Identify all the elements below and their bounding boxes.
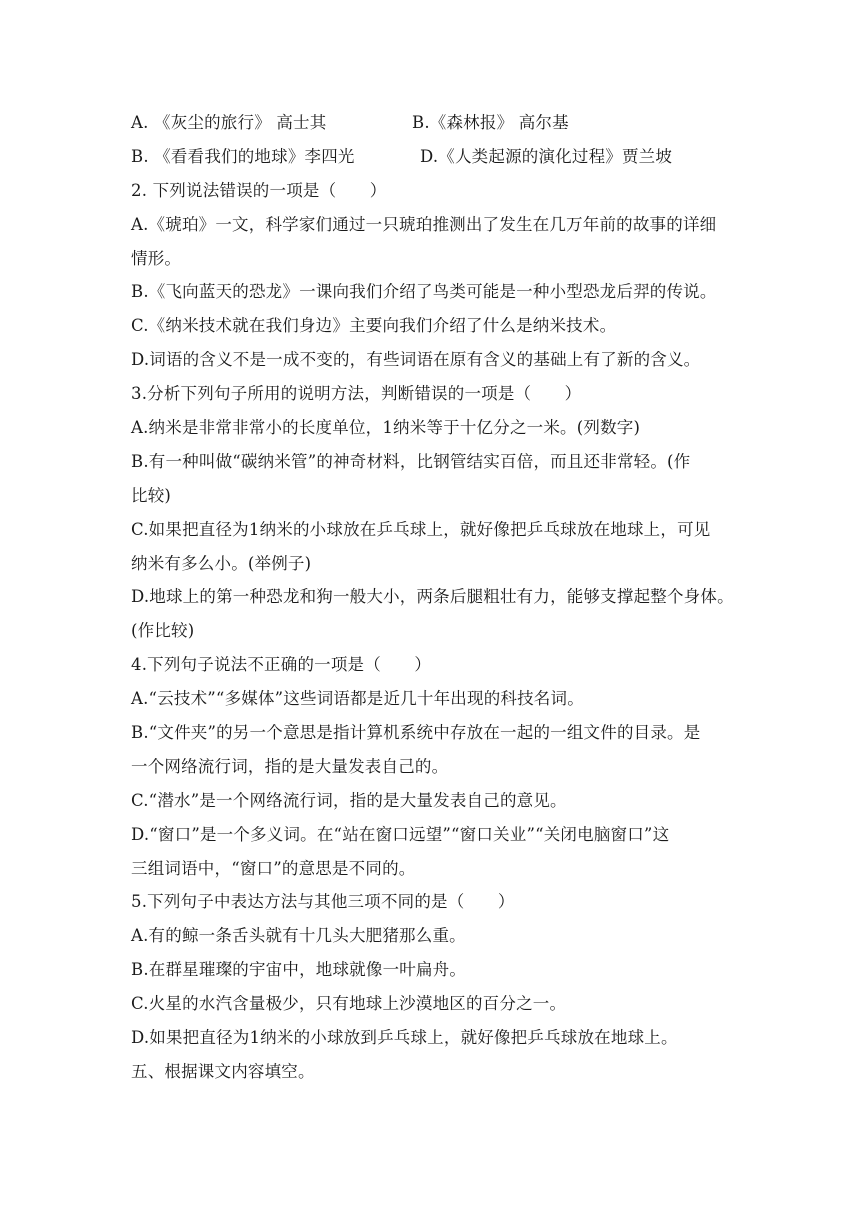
question-5-option-c: C.火星的水汽含量极少，只有地球上沙漠地区的百分之一。 [131, 994, 567, 1014]
question-3-stem: 3.分析下列句子所用的说明方法，判断错误的一项是（ ） [131, 384, 582, 404]
question-4-option-d-continued: 三组词语中，“窗口”的意思是不同的。 [131, 858, 416, 878]
question-3-option-d: D.地球上的第一种恐龙和狗一般大小，两条后腿粗壮有力，能够支撑起整个身体。 [131, 587, 734, 607]
question-2-option-b: B.《飞向蓝天的恐龙》一课向我们介绍了鸟类可能是一种小型恐龙后羿的传说。 [131, 282, 717, 302]
question-4-option-d: D.“窗口”是一个多义词。在“站在窗口远望”“窗口关业”“关闭电脑窗口”这 [131, 824, 670, 844]
question-5-option-a: A.有的鲸一条舌头就有十几头大肥猪那么重。 [131, 926, 466, 946]
question-3-option-b-continued: 比较) [131, 485, 172, 505]
question-4-option-c: C.“潜水”是一个网络流行词，指的是大量发表自己的意见。 [131, 790, 567, 810]
author-options-row-2 [131, 140, 737, 174]
option-b-text: B. 《看看我们的地球》李四光 [131, 146, 355, 166]
question-5-option-b: B.在群星璀璨的宇宙中，地球就像一叶扁舟。 [131, 960, 467, 980]
question-2-stem: 2. 下列说法错误的一项是（ ） [131, 180, 387, 200]
question-3-option-d-continued: (作比较) [131, 621, 195, 641]
document-body [131, 106, 737, 1089]
question-3-option-c-continued: 纳米有多么小。(举例子) [131, 553, 312, 573]
author-options-row-1 [131, 106, 737, 140]
question-4-option-b-continued: 一个网络流行词，指的是大量发表自己的。 [131, 756, 449, 776]
question-4-option-a: A.“云技术”“多媒体”这些词语都是近几十年出现的科技名词。 [131, 689, 584, 709]
question-5-option-d: D.如果把直径为1纳米的小球放到乒乓球上，就好像把乒乓球放在地球上。 [131, 1028, 678, 1048]
option-d-text: D.《人类起源的演化过程》贾兰坡 [420, 146, 673, 166]
question-3-option-b: B.有一种叫做“碳纳米管”的神奇材料，比钢管结实百倍，而且还非常轻。(作 [131, 451, 691, 471]
question-2-option-d: D.词语的含义不是一成不变的，有些词语在原有含义的基础上有了新的含义。 [131, 350, 701, 370]
question-2-option-a-continued: 情形。 [131, 248, 182, 268]
question-4-stem: 4.下列句子说法不正确的一项是（ ） [131, 655, 432, 675]
option-b-text: B.《森林报》 高尔基 [412, 113, 569, 132]
question-3-option-c: C.如果把直径为1纳米的小球放在乒乓球上，就好像把乒乓球放在地球上，可见 [131, 519, 711, 539]
question-5-stem: 5.下列句子中表达方法与其他三项不同的是（ ） [131, 892, 515, 912]
question-4-option-b: B.“文件夹”的另一个意思是指计算机系统中存放在一起的一组文件的目录。是 [131, 723, 701, 743]
option-a-text: A. 《灰尘的旅行》 高士其 [131, 113, 327, 132]
question-2-option-c: C.《纳米技术就在我们身边》主要向我们介绍了什么是纳米技术。 [131, 316, 617, 336]
question-3-option-a: A.纳米是非常非常小的长度单位，1纳米等于十亿分之一米。(列数字) [131, 418, 641, 438]
question-2-option-a: A.《琥珀》一文，科学家们通过一只琥珀推测出了发生在几万年前的故事的详细 [131, 214, 717, 234]
section-5-heading: 五、根据课文内容填空。 [131, 1061, 315, 1081]
